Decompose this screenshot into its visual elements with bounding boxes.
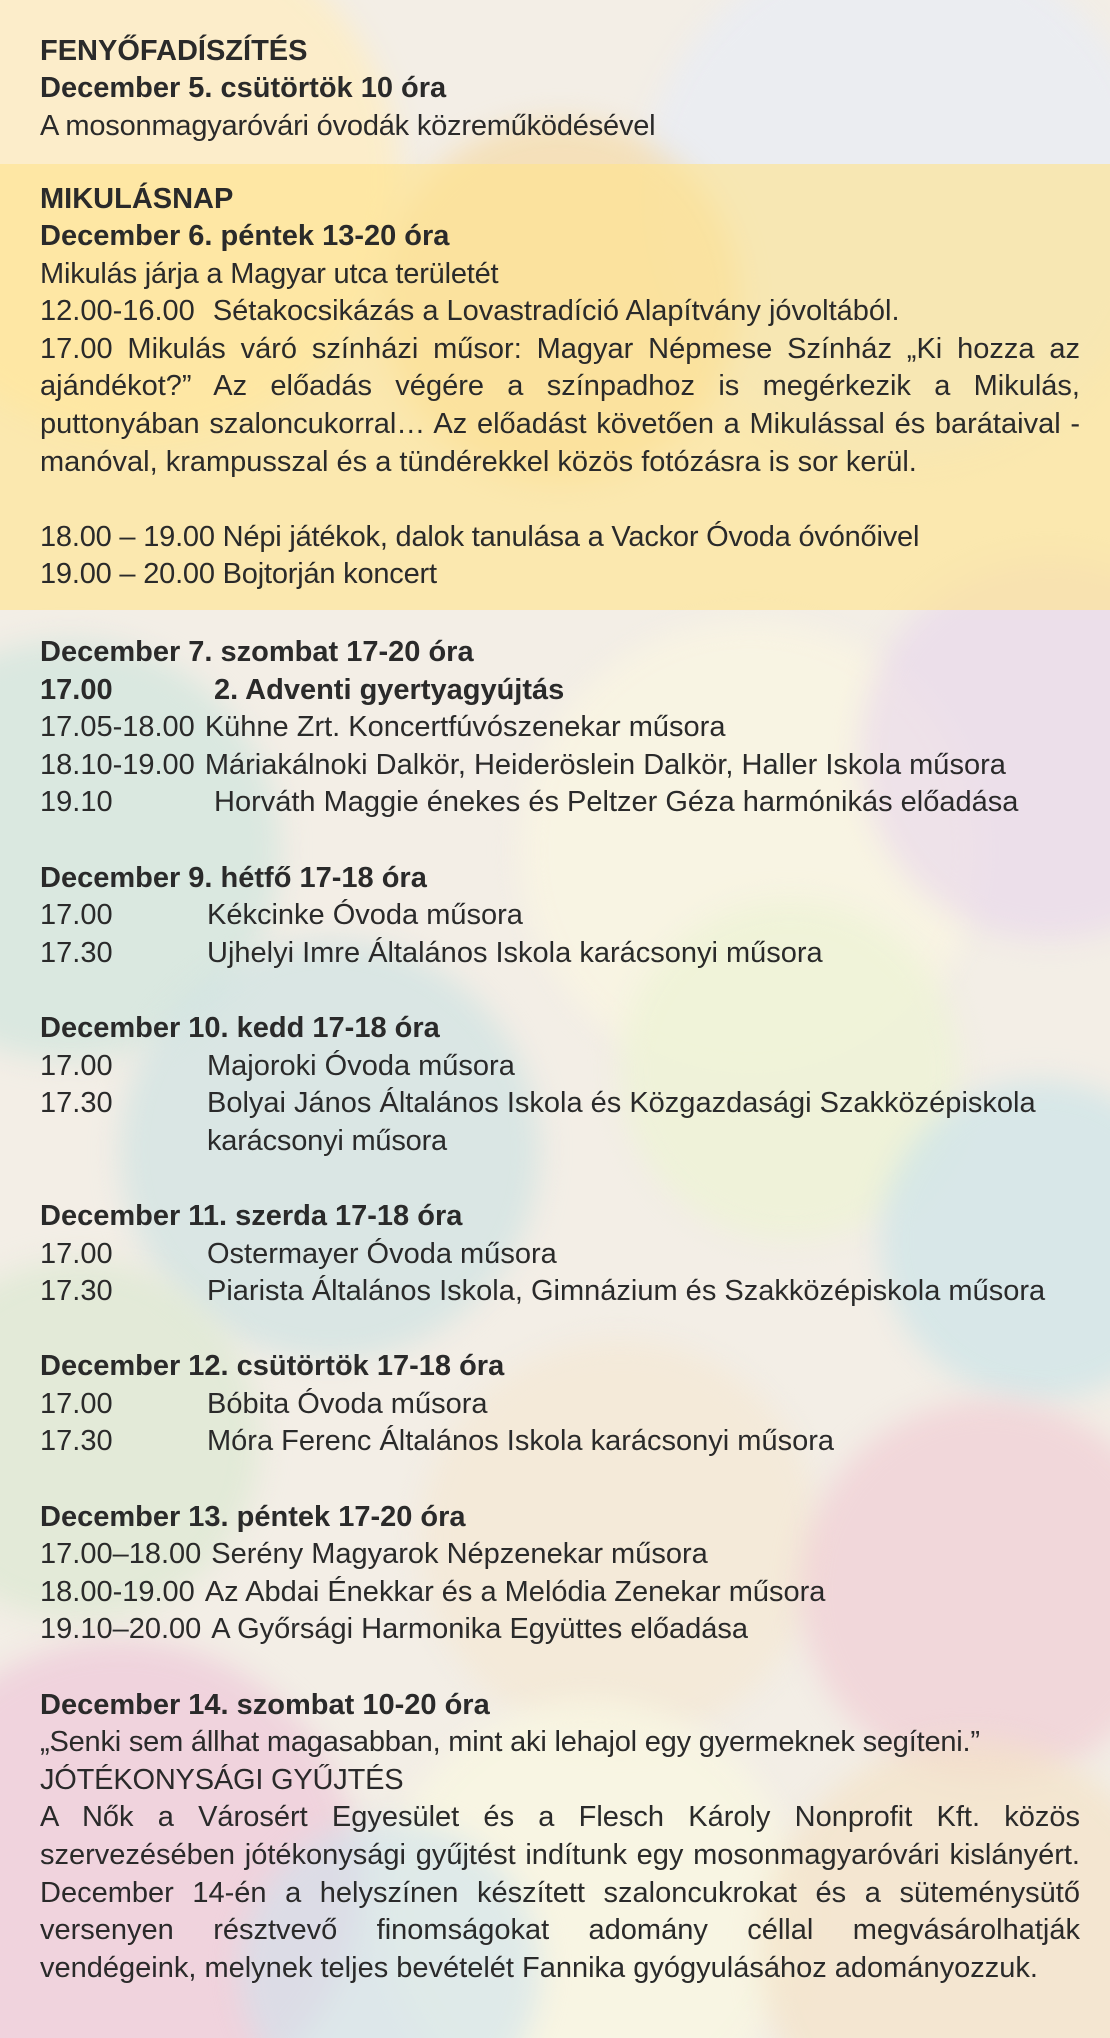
program-time: 17.00 xyxy=(40,1237,113,1270)
program-time: 17.00 xyxy=(40,899,113,932)
program-text: A Győrsági Harmonika Együttes előadása xyxy=(211,1613,749,1646)
program-text: Móra Ferenc Általános Iskola karácsonyi műsora xyxy=(207,1425,834,1458)
program-time: 17.05-18.00 xyxy=(40,711,195,744)
program-row xyxy=(40,935,1080,973)
quote: „Senki sem állhat magasabban, mint aki lehajol egy gyermeknek segíteni.” xyxy=(40,1726,980,1759)
program-row xyxy=(40,784,1080,822)
program-text: Serény Magyarok Népzenekar műsora xyxy=(211,1538,708,1571)
section-title: MIKULÁSNAP xyxy=(40,183,234,215)
program-time: 17.30 xyxy=(40,936,113,969)
program-row xyxy=(40,1236,1080,1274)
event-description: A mosonmagyaróvári óvodák közreműködésével xyxy=(40,109,656,142)
program-row xyxy=(40,293,1080,331)
program-time: 18.00-19.00 xyxy=(40,1575,195,1608)
charity-subtitle: JÓTÉKONYSÁGI GYŰJTÉS xyxy=(40,1763,404,1796)
day-block-dec11 xyxy=(40,1198,1080,1311)
program-row xyxy=(40,1048,1080,1086)
program-text: Majoroki Óvoda műsora xyxy=(207,1049,515,1082)
day-block-dec12 xyxy=(40,1348,1080,1461)
program-time: 12.00-16.00 xyxy=(40,295,195,328)
program-row xyxy=(40,672,1080,710)
day-block-dec9 xyxy=(40,860,1080,973)
program-row xyxy=(40,1273,1080,1311)
program-text: Máriakálnoki Dalkör, Heideröslein Dalkör, Haller Iskola műsora xyxy=(204,748,1006,781)
event-date: December 12. csütörtök 17-18 óra xyxy=(40,1350,505,1383)
program-text: Kékcinke Óvoda műsora xyxy=(207,899,523,932)
event-date: December 6. péntek 13-20 óra xyxy=(40,220,450,252)
program-time: 17.00 xyxy=(40,1049,113,1082)
program-row xyxy=(40,709,1080,747)
program-time: 17.30 xyxy=(40,1275,113,1308)
event-date: December 13. péntek 17-20 óra xyxy=(40,1500,466,1533)
program-text: Kühne Zrt. Koncertfúvószenekar műsora xyxy=(204,711,726,744)
program-row xyxy=(40,1611,1080,1649)
event-date: December 11. szerda 17-18 óra xyxy=(40,1199,463,1232)
section-title: FENYŐFADÍSZÍTÉS xyxy=(40,35,308,67)
program-text: Ujhelyi Imre Általános Iskola karácsonyi műsora xyxy=(207,936,823,969)
event-date: December 14. szombat 10-20 óra xyxy=(40,1688,490,1721)
program-text: Az Abdai Énekkar és a Melódia Zenekar műsora xyxy=(204,1575,826,1608)
program-time: 19.10 xyxy=(40,786,113,819)
program-row xyxy=(40,1423,1080,1461)
event-date: December 7. szombat 17-20 óra xyxy=(40,636,474,668)
day-block-dec14 xyxy=(40,1687,1080,1988)
program-time: 17.00 xyxy=(40,1387,113,1420)
program-time: 19.10–20.00 xyxy=(40,1613,202,1646)
program-time: 17.30 xyxy=(40,1087,113,1120)
program-text: Horváth Maggie énekes és Peltzer Géza harmónikás előadása xyxy=(214,786,1019,819)
program-time: 17.00–18.00 xyxy=(40,1538,202,1571)
event-date: December 9. hétfő 17-18 óra xyxy=(40,861,427,894)
program-text: Ostermayer Óvoda műsora xyxy=(207,1237,557,1270)
program-text: Sétakocsikázás a Lovastradíció Alapítvány jóvoltából. xyxy=(212,295,900,328)
program-text: 2. Adventi gyertyagyújtás xyxy=(214,673,565,706)
day-block-dec7 xyxy=(40,634,1080,822)
event-paragraph: 17.00 Mikulás váró színházi műsor: Magyar Népmese Színház „Ki hozza az ajándékot?” Az előadás végére a színpadhoz is megérkezik a Mikulás, puttonyában szaloncukorral… Az előadást követően a Mikulással és barátaival - manóval, krampusszal és a tündérekkel közös fotózásra is sor kerül. xyxy=(40,332,1080,478)
program-row xyxy=(40,1085,1080,1123)
event-line: Mikulás járja a Magyar utca területét xyxy=(40,257,499,290)
day-block-dec10 xyxy=(40,1010,1080,1160)
section-schedule xyxy=(0,610,1110,1987)
program-row xyxy=(40,1386,1080,1424)
event-date: December 10. kedd 17-18 óra xyxy=(40,1011,440,1044)
program-time: 18.10-19.00 xyxy=(40,748,195,781)
section-mikulasnap xyxy=(0,164,1110,610)
program-text: Piarista Általános Iskola, Gimnázium és Szakközépiskola műsora xyxy=(207,1275,1046,1308)
program-row xyxy=(40,1574,1080,1612)
program-time: 17.00 xyxy=(40,673,113,706)
program-text-continuation: karácsonyi műsora xyxy=(207,1124,447,1157)
program-time: 17.30 xyxy=(40,1425,113,1458)
program-row xyxy=(40,1536,1080,1574)
program-text: Bóbita Óvoda műsora xyxy=(207,1387,488,1420)
program-row xyxy=(40,897,1080,935)
event-line: 18.00 – 19.00 Népi játékok, dalok tanulása a Vackor Óvoda óvónőivel xyxy=(40,520,920,553)
charity-paragraph: A Nők a Városért Egyesület és a Flesch Károly Nonprofit Kft. közös szervezésében jótékonysági gyűjtést indítunk egy mosonmagyaróvári kislányért. December 14-én a helyszínen készített szaloncukrokat és a süteménysütő versenyen résztvevő finomságokat adomány céllal megvásárolhatják vendégeink, melynek teljes bevételét Fannika gyógyulásához adományozzuk. xyxy=(40,1801,1080,1984)
event-date: December 5. csütörtök 10 óra xyxy=(40,72,447,104)
program-text: Bolyai János Általános Iskola és Közgazdasági Szakközépiskola xyxy=(207,1087,1036,1120)
program-row xyxy=(40,747,1080,785)
event-line: 19.00 – 20.00 Bojtorján koncert xyxy=(40,558,437,591)
section-fenyofadiszites xyxy=(0,0,1110,164)
day-block-dec13 xyxy=(40,1499,1080,1649)
